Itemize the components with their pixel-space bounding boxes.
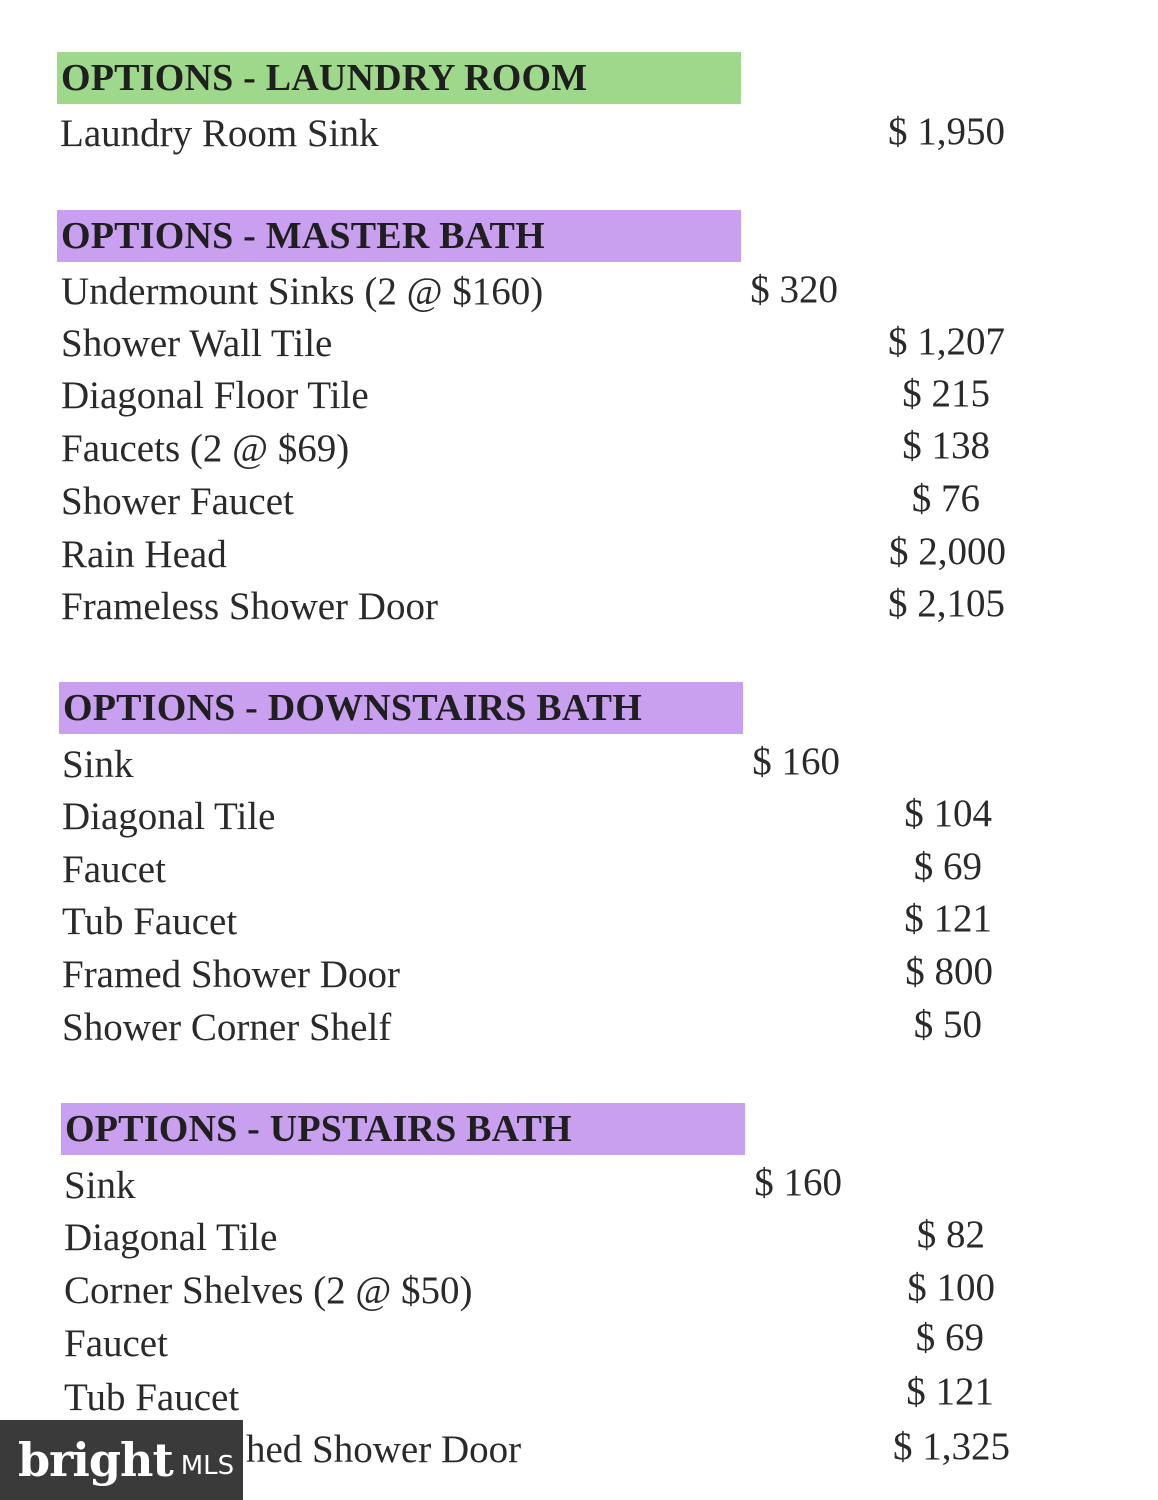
item-label: Laundry Room Sink [60, 112, 379, 155]
item-label: Rain Head [61, 533, 227, 576]
item-price: $ 1,325 [893, 1425, 1010, 1468]
item-label: Frameless Shower Door [61, 585, 438, 628]
watermark-suffix: MLS [180, 1451, 235, 1481]
item-price: $ 215 [902, 372, 990, 415]
item-price: $ 160 [752, 740, 840, 783]
section-header-master-bath: OPTIONS - MASTER BATH [57, 210, 741, 262]
item-label: Diagonal Tile [64, 1216, 278, 1259]
item-label: Corner Shelves (2 @ $50) [64, 1269, 473, 1312]
item-label: hed Shower Door [246, 1428, 522, 1471]
item-price: $ 82 [916, 1213, 985, 1256]
item-price: $ 1,950 [888, 110, 1005, 153]
item-label: Undermount Sinks (2 @ $160) [61, 270, 544, 313]
watermark-brand: bright [18, 1433, 173, 1487]
item-label: Shower Corner Shelf [62, 1006, 392, 1049]
item-price: $ 50 [913, 1003, 982, 1046]
item-label: Diagonal Tile [62, 795, 276, 838]
item-label: Shower Faucet [61, 480, 294, 523]
item-label: Shower Wall Tile [61, 322, 333, 365]
item-price: $ 76 [911, 477, 980, 520]
item-price: $ 104 [904, 792, 992, 835]
item-label: Faucets (2 @ $69) [61, 427, 350, 470]
bright-mls-watermark [0, 1420, 243, 1500]
item-label: Sink [64, 1164, 136, 1207]
item-label: Tub Faucet [64, 1376, 240, 1419]
item-price: $ 138 [902, 424, 990, 467]
section-header-upstairs-bath: OPTIONS - UPSTAIRS BATH [61, 1103, 745, 1155]
item-price: $ 320 [750, 268, 838, 311]
item-price: $ 160 [754, 1161, 842, 1204]
item-price: $ 121 [904, 897, 992, 940]
item-price: $ 69 [915, 1316, 984, 1359]
item-price: $ 2,105 [888, 582, 1005, 625]
section-header-downstairs-bath: OPTIONS - DOWNSTAIRS BATH [59, 682, 743, 734]
item-label: Framed Shower Door [62, 953, 400, 996]
section-header-laundry-room: OPTIONS - LAUNDRY ROOM [57, 52, 741, 104]
item-price: $ 2,000 [889, 530, 1006, 573]
item-price: $ 69 [913, 845, 982, 888]
item-price: $ 100 [907, 1266, 995, 1309]
item-label: Sink [62, 743, 134, 786]
item-label: Faucet [64, 1322, 168, 1365]
item-price: $ 121 [906, 1370, 994, 1413]
item-price: $ 800 [905, 950, 993, 993]
item-label: Diagonal Floor Tile [61, 374, 369, 417]
item-label: Faucet [62, 848, 166, 891]
item-label: Tub Faucet [62, 900, 238, 943]
item-price: $ 1,207 [888, 320, 1005, 363]
